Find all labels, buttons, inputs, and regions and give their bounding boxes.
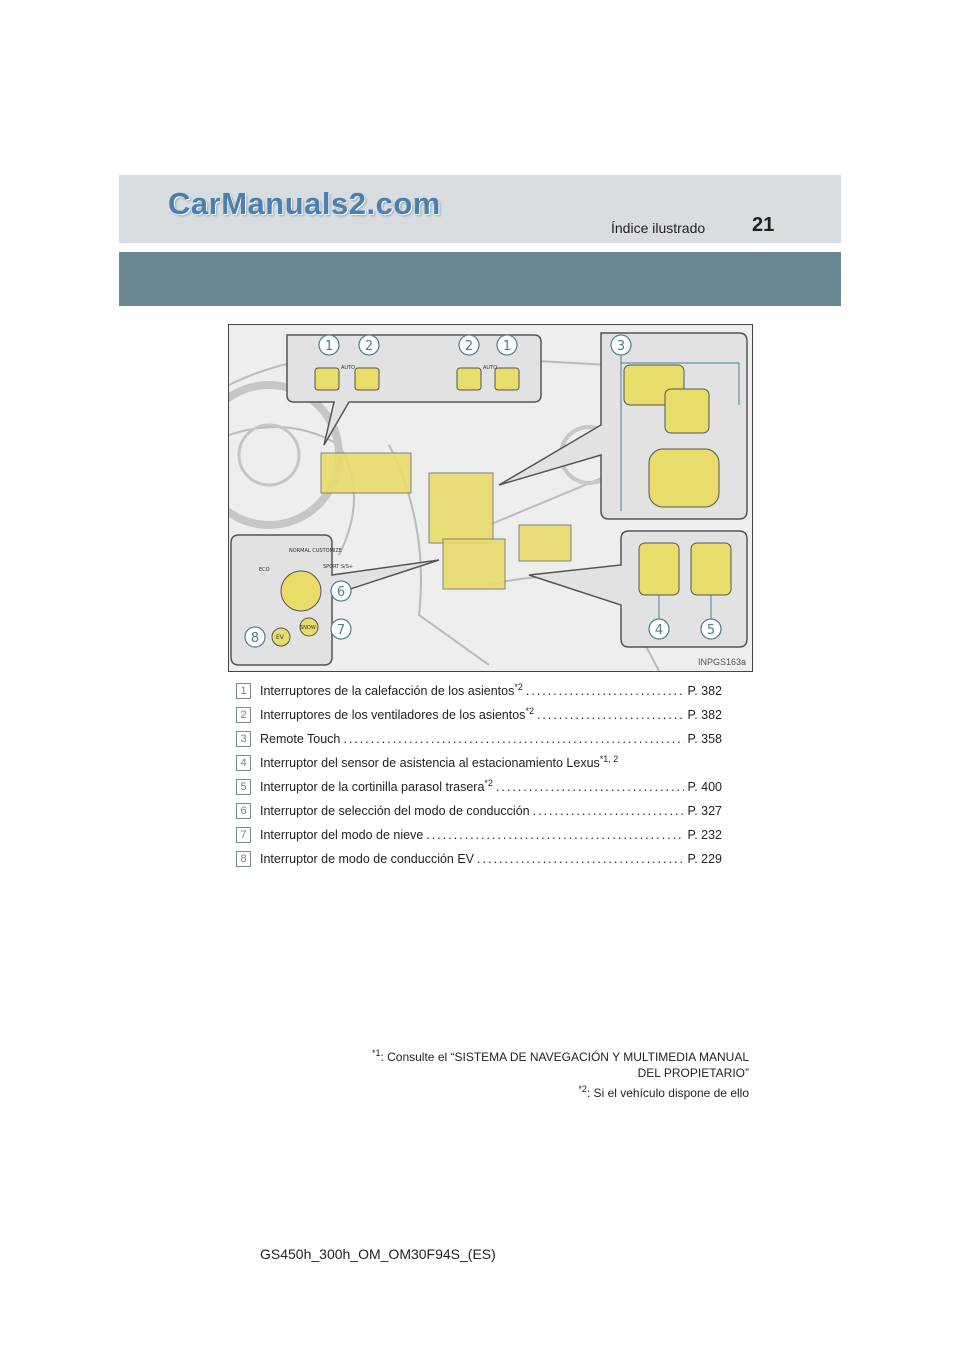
svg-text:7: 7 [336, 623, 346, 638]
legend-number-box: 8 [236, 851, 251, 867]
eco-label: ECO [259, 567, 270, 573]
callout-6 [331, 581, 351, 601]
legend-row [236, 800, 722, 824]
legend-row [236, 824, 722, 848]
legend-row [236, 848, 722, 872]
legend-label: Interruptor del modo de nieve [260, 828, 424, 843]
legend-row [236, 752, 722, 776]
legend-row [236, 680, 722, 704]
svg-text:4: 4 [654, 623, 664, 638]
footnote-1-cont: DEL PROPIETARIO” [637, 1066, 749, 1080]
legend-row [236, 776, 722, 800]
leader-dots [496, 780, 685, 794]
page-reference-link[interactable]: P. 382 [687, 684, 722, 699]
legend-row-text [260, 754, 722, 770]
snow-label: SNOW [300, 625, 316, 631]
legend-label: Interruptor de la cortinilla parasol trasera$^{*2}$ [260, 778, 493, 795]
legend-number-box: 2 [236, 707, 251, 723]
svg-text:2: 2 [464, 339, 474, 354]
auto-label-left: AUTO [341, 365, 356, 371]
section-title: Índice ilustrado [611, 220, 706, 236]
legend-row [236, 704, 722, 728]
callout-8 [245, 627, 265, 647]
legend-label: Remote Touch [260, 732, 341, 747]
legend-footnote-mark: *2 [514, 682, 523, 692]
dashboard-drawing [229, 325, 752, 671]
legend-row-text [260, 802, 722, 818]
legend-row-text [260, 850, 722, 866]
svg-text:2: 2 [364, 339, 374, 354]
page-reference-link[interactable]: P. 382 [687, 708, 722, 723]
svg-text:5: 5 [706, 623, 716, 638]
auto-label-right: AUTO [483, 365, 498, 371]
legend-row-text [260, 730, 722, 746]
legend-footnote-mark: *1, 2 [599, 754, 619, 764]
legend-number-box: 1 [236, 683, 251, 699]
leader-dots [426, 828, 684, 842]
page-reference-link[interactable]: P. 358 [687, 732, 722, 747]
page-reference-link[interactable]: P. 400 [687, 780, 722, 795]
leader-dots [537, 708, 685, 722]
dashboard-illustration [228, 324, 753, 672]
callout-5 [701, 619, 721, 639]
leader-dots [526, 684, 685, 698]
callout-3 [611, 335, 631, 355]
legend-row-text [260, 682, 722, 698]
legend-number-box: 7 [236, 827, 251, 843]
page-reference-link[interactable]: P. 327 [687, 804, 722, 819]
watermark-logo[interactable]: CarManuals2.com [168, 186, 441, 221]
svg-text:1: 1 [502, 339, 512, 354]
legend-list [236, 680, 722, 872]
footnotes [229, 1045, 749, 1101]
legend-row-text [260, 826, 722, 842]
callout-1-left [319, 335, 339, 355]
svg-text:8: 8 [250, 631, 260, 646]
callout-1-right [497, 335, 517, 355]
legend-label: Interruptor del sensor de asistencia al estacionamiento Lexus$^{*1, 2}$ [260, 754, 619, 771]
leader-dots [533, 804, 685, 818]
legend-label: Interruptor de selección del modo de conducción [260, 804, 530, 819]
svg-text:6: 6 [336, 585, 346, 600]
legend-row [236, 728, 722, 752]
document-code: GS450h_300h_OM_OM30F94S_(ES) [260, 1246, 496, 1262]
sport-label: SPORT S/S+ [323, 564, 354, 570]
teal-section-band [119, 252, 841, 306]
svg-text:3: 3 [616, 339, 626, 354]
figure-code: INPGS163a [697, 657, 746, 667]
footnote-2: $^{*2}$: Si el vehículo dispone de ello [578, 1084, 749, 1100]
ev-label: EV [276, 634, 284, 641]
legend-number-box: 3 [236, 731, 251, 747]
leader-dots [477, 852, 684, 866]
legend-label: Interruptores de los ventiladores de los asientos$^{*2}$ [260, 706, 534, 723]
legend-footnote-mark: *2 [525, 706, 534, 716]
svg-text:1: 1 [324, 339, 334, 354]
legend-number-box: 6 [236, 803, 251, 819]
legend-number-box: 4 [236, 755, 251, 771]
legend-footnote-mark: *2 [484, 778, 493, 788]
footnote-1: $^{*1}$: Consulte el “SISTEMA DE NAVEGACIÓN Y MULTIMEDIA MANUAL [371, 1048, 749, 1064]
page-reference-link[interactable]: P. 232 [687, 828, 722, 843]
legend-label: Interruptores de la calefacción de los asientos$^{*2}$ [260, 682, 523, 699]
page-reference-link[interactable]: P. 229 [687, 852, 722, 867]
callout-4 [649, 619, 669, 639]
legend-label: Interruptor de modo de conducción EV [260, 852, 475, 867]
legend-row-text [260, 778, 722, 794]
callout-7 [331, 619, 351, 639]
page-number: 21 [752, 214, 775, 236]
callout-2-left [359, 335, 379, 355]
legend-number-box: 5 [236, 779, 251, 795]
normal-customize-label: NORMAL CUSTOMIZE [289, 548, 342, 554]
leader-dots [343, 732, 684, 746]
legend-row-text [260, 706, 722, 722]
callout-2-right [459, 335, 479, 355]
